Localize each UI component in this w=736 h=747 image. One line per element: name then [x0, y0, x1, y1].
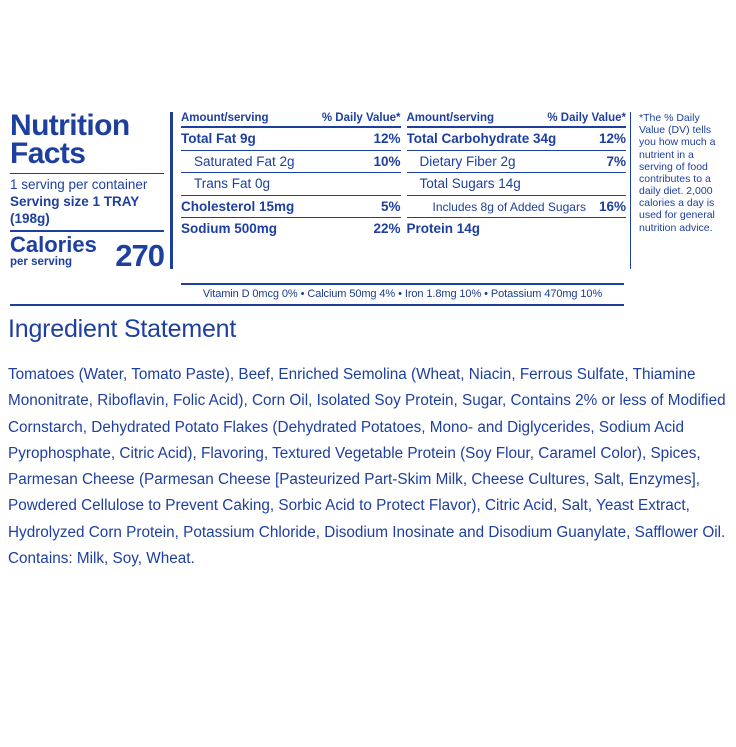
- nutrient-row: [407, 150, 627, 173]
- nutrient-name: Includes 8g of Added Sugars: [432, 200, 586, 214]
- calories-sublabel: per serving: [10, 256, 72, 269]
- nutrient-name: Dietary Fiber 2g: [419, 153, 516, 169]
- panel-bottom-rule: [10, 304, 624, 306]
- nutrient-dv: 5%: [380, 198, 401, 214]
- nutrients-column-right: [407, 112, 627, 269]
- nutrient-name: Total Sugars 14g: [419, 176, 521, 192]
- nutrient-row: [181, 217, 401, 240]
- ingredient-statement-body: Tomatoes (Water, Tomato Paste), Beef, Enriched Semolina (Wheat, Niacin, Ferrous Sulfate, Thiamine Mononitrate, Riboflavin, Folic Acid), Corn Oil, Isolated Soy Protein, Sugar, Contains 2% or less of Modified Cornstarch, Dehydrated Potato Flakes (Dehydrated Potatoes, Mono- and Diglycerides, Sodium Acid Pyrophosphate, Citric Acid), Flavoring, Textured Vegetable Protein (Soy Flour, Caramel Color), Spices, Parmesan Cheese (Parmesan Cheese [Pasteurized Part-Skim Milk, Cheese Cultures, Salt, Enzymes], Powdered Cellulose to Prevent Caking, Sorbic Acid to Protect Flavor), Citric Acid, Salt, Yeast Extract, Hydrolyzed Corn Protein, Potassium Chloride, Disodium Inosinate and Disodium Guanylate, Safflower Oil. Contains: Milk, Soy, Wheat.: [8, 366, 726, 568]
- ingredient-statement-heading: Ingredient Statement: [8, 315, 237, 343]
- micronutrient-item: Vitamin D 0mcg 0%: [202, 288, 298, 300]
- micronutrient-item: Potassium 470mg 10%: [490, 288, 603, 300]
- nutrient-dv: 12%: [373, 131, 401, 146]
- amount-per-serving-header: Amount/serving: [406, 112, 495, 124]
- nutrient-row: [181, 150, 401, 173]
- separator-dot: •: [300, 288, 305, 300]
- vertical-divider: [170, 112, 173, 269]
- micronutrient-item: Iron 1.8mg 10%: [404, 288, 482, 300]
- calories-label: Calories: [10, 232, 97, 258]
- calories-row: [10, 232, 164, 273]
- nutrients-column-left: [181, 112, 401, 269]
- nutrient-row: [407, 126, 627, 150]
- column-header-right: [407, 112, 627, 126]
- serving-size: Serving size 1 TRAY (198g): [10, 193, 140, 226]
- nutrient-row: [181, 172, 401, 195]
- nutrient-dv: 10%: [373, 153, 401, 169]
- nutrient-row: [181, 195, 401, 218]
- nutrition-title-line2: Facts: [10, 136, 86, 170]
- nutrient-name: Saturated Fat 2g: [194, 153, 295, 169]
- calories-labels: [10, 234, 97, 269]
- nutrient-dv: 12%: [598, 131, 626, 146]
- daily-value-footnote: *The % Daily Value (DV) tells you how much a nutrient in a serving of food contributes to a daily diet. 2,000 calories a day is used for general nutrition advice.: [630, 112, 726, 269]
- nutrition-summary-block: [10, 109, 170, 273]
- micronutrients-strip: [181, 283, 624, 300]
- column-header-left: [181, 112, 401, 126]
- nutrient-dv: 22%: [373, 221, 401, 237]
- nutrient-name: Trans Fat 0g: [194, 176, 271, 192]
- nutrient-name: Sodium 500mg: [181, 221, 278, 237]
- nutrition-facts-panel: [10, 109, 726, 273]
- nutrient-row: [407, 195, 627, 218]
- amount-per-serving-header: Amount/serving: [181, 112, 269, 124]
- nutrient-row: [181, 126, 401, 150]
- separator-dot: •: [484, 288, 488, 300]
- nutrient-name: Protein 14g: [406, 221, 481, 237]
- nutrient-row: [407, 217, 627, 240]
- nutrient-name: Total Fat 9g: [181, 131, 256, 146]
- nutrition-title-line1: Nutrition: [10, 109, 130, 142]
- divider-thin: [10, 173, 164, 174]
- nutrient-row: [407, 172, 627, 195]
- daily-value-header: % Daily Value*: [321, 112, 401, 124]
- nutrient-dv: 16%: [598, 198, 626, 214]
- servings-per-container: 1 serving per container: [10, 176, 148, 192]
- separator-dot: •: [398, 288, 402, 300]
- micronutrients-line: [181, 283, 624, 300]
- nutrient-name: Cholesterol 15mg: [181, 198, 295, 214]
- nutrient-name: Total Carbohydrate 34g: [406, 131, 557, 146]
- daily-value-header: % Daily Value*: [547, 112, 626, 124]
- nutrition-facts-title: [10, 109, 164, 170]
- micronutrient-item: Calcium 50mg 4%: [307, 288, 396, 300]
- nutrient-dv: 7%: [606, 153, 626, 169]
- calories-value: 270: [115, 237, 164, 273]
